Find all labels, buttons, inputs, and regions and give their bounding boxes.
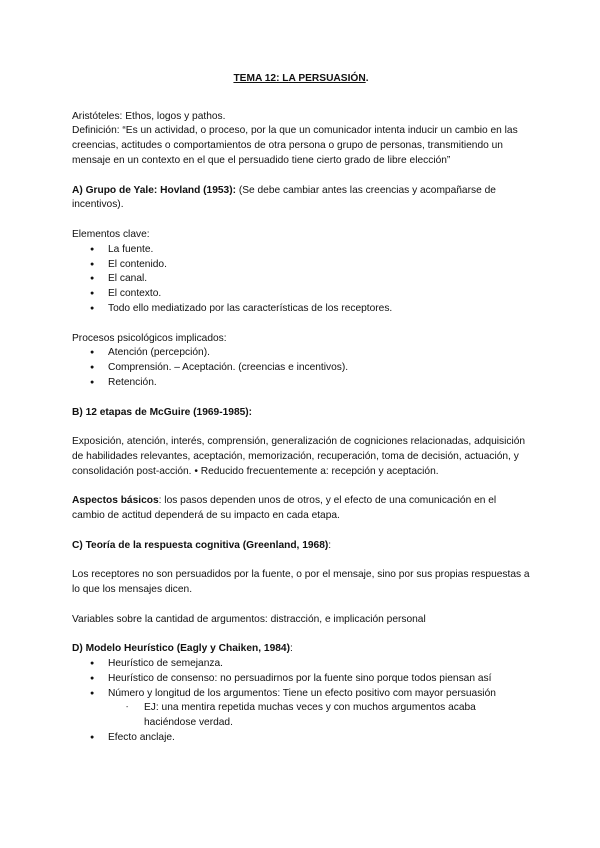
section-a-text: (Se debe cambiar antes las creencias y acompañarse de incentivos). (72, 184, 496, 211)
list-item-text: Número y longitud de los argumentos: Tiene un efecto positivo com mayor persuasión (108, 687, 496, 699)
list-item: ● Comprensión. – Aceptación. (creencias e incentivos). (108, 361, 530, 376)
list-item: ● El contenido. (108, 258, 530, 273)
elementos-label: Elementos clave: (72, 228, 150, 240)
list-item: ● Atención (percepción). (108, 346, 530, 361)
variables-line: Variables sobre la cantidad de argumentos: distracción, e implicación personal (72, 613, 426, 625)
list-item (108, 687, 530, 731)
heuristic-list (72, 657, 530, 746)
definition-paragraph: Definición: “Es un actividad, o proceso, por la que un comunicador intenta inducir un cambio en las creencias, actitudes o comportamientos de otra persona o grupo de personas, transmitiendo un mensaje en un contexto en el que el persuadido tiene cierto grado de libre elección” (72, 125, 518, 166)
elementos-list (72, 243, 530, 317)
section-c-heading-suffix: : (328, 539, 332, 551)
section-d-heading-suffix: : (289, 643, 293, 655)
section-b-heading (72, 406, 530, 421)
list-item: ● Efecto anclaje. (108, 731, 530, 746)
section-a-paragraph (72, 184, 530, 214)
section-a-heading: A) Grupo de Yale: Hovland (1953): (72, 184, 236, 196)
list-item: ● Todo ello mediatizado por las características de los receptores. (108, 302, 530, 317)
section-d-heading-text: D) Modelo Heurístico (Eagly y Chaiken, 1984) (72, 643, 290, 655)
section-d-heading (72, 642, 530, 657)
section-c-text: Los receptores no son persuadidos por la fuente, o por el mensaje, sino por sus propias respuestas a lo que los mensajes dicen. (72, 569, 530, 596)
aspectos-text: : los pasos dependen unos de otros, y el efecto de una comunicación en el cambio de actitud dependerá de su impacto en cada etapa. (72, 495, 497, 522)
title-text: TEMA 12: LA PERSUASIÓN (233, 73, 366, 84)
list-item: ● La fuente. (108, 243, 530, 258)
title-suffix: . (365, 73, 369, 84)
list-item: ● El canal. (108, 272, 530, 287)
aspectos-label: Aspectos básicos (72, 495, 159, 507)
section-c-heading-text: C) Teoría de la respuesta cognitiva (Greenland, 1968) (72, 539, 329, 551)
aristoteles-line: Aristóteles: Ethos, logos y pathos. (72, 110, 226, 122)
list-item: ● Retención. (108, 376, 530, 391)
list-item: ● Heurístico de semejanza. (108, 657, 530, 672)
section-b-heading-text: B) 12 etapas de McGuire (1969-1985): (72, 406, 253, 418)
procesos-list (72, 346, 530, 390)
list-item: ● Heurístico de consenso: no persuadirnos por la fuente sino porque todos piensan así (108, 672, 530, 687)
sub-list (108, 701, 530, 731)
document-page (72, 72, 530, 746)
aspectos-paragraph (72, 494, 530, 524)
procesos-label: Procesos psicológicos implicados: (72, 332, 227, 344)
sub-list-item: - EJ: una mentira repetida muchas veces y con muchos argumentos acaba haciéndose verdad. (144, 701, 530, 731)
page-title (72, 72, 530, 87)
list-item: ● El contexto. (108, 287, 530, 302)
section-c-heading (72, 539, 530, 554)
section-b-text: Exposición, atención, interés, comprensión, generalización de cogniciones relacionadas, adquisición de habilidades relevantes, aceptación, memorización, recuperación, toma de decisión, actuación, y consolidación post-acción. • Reducido frecuentemente a: recepción y aceptación. (72, 436, 526, 477)
